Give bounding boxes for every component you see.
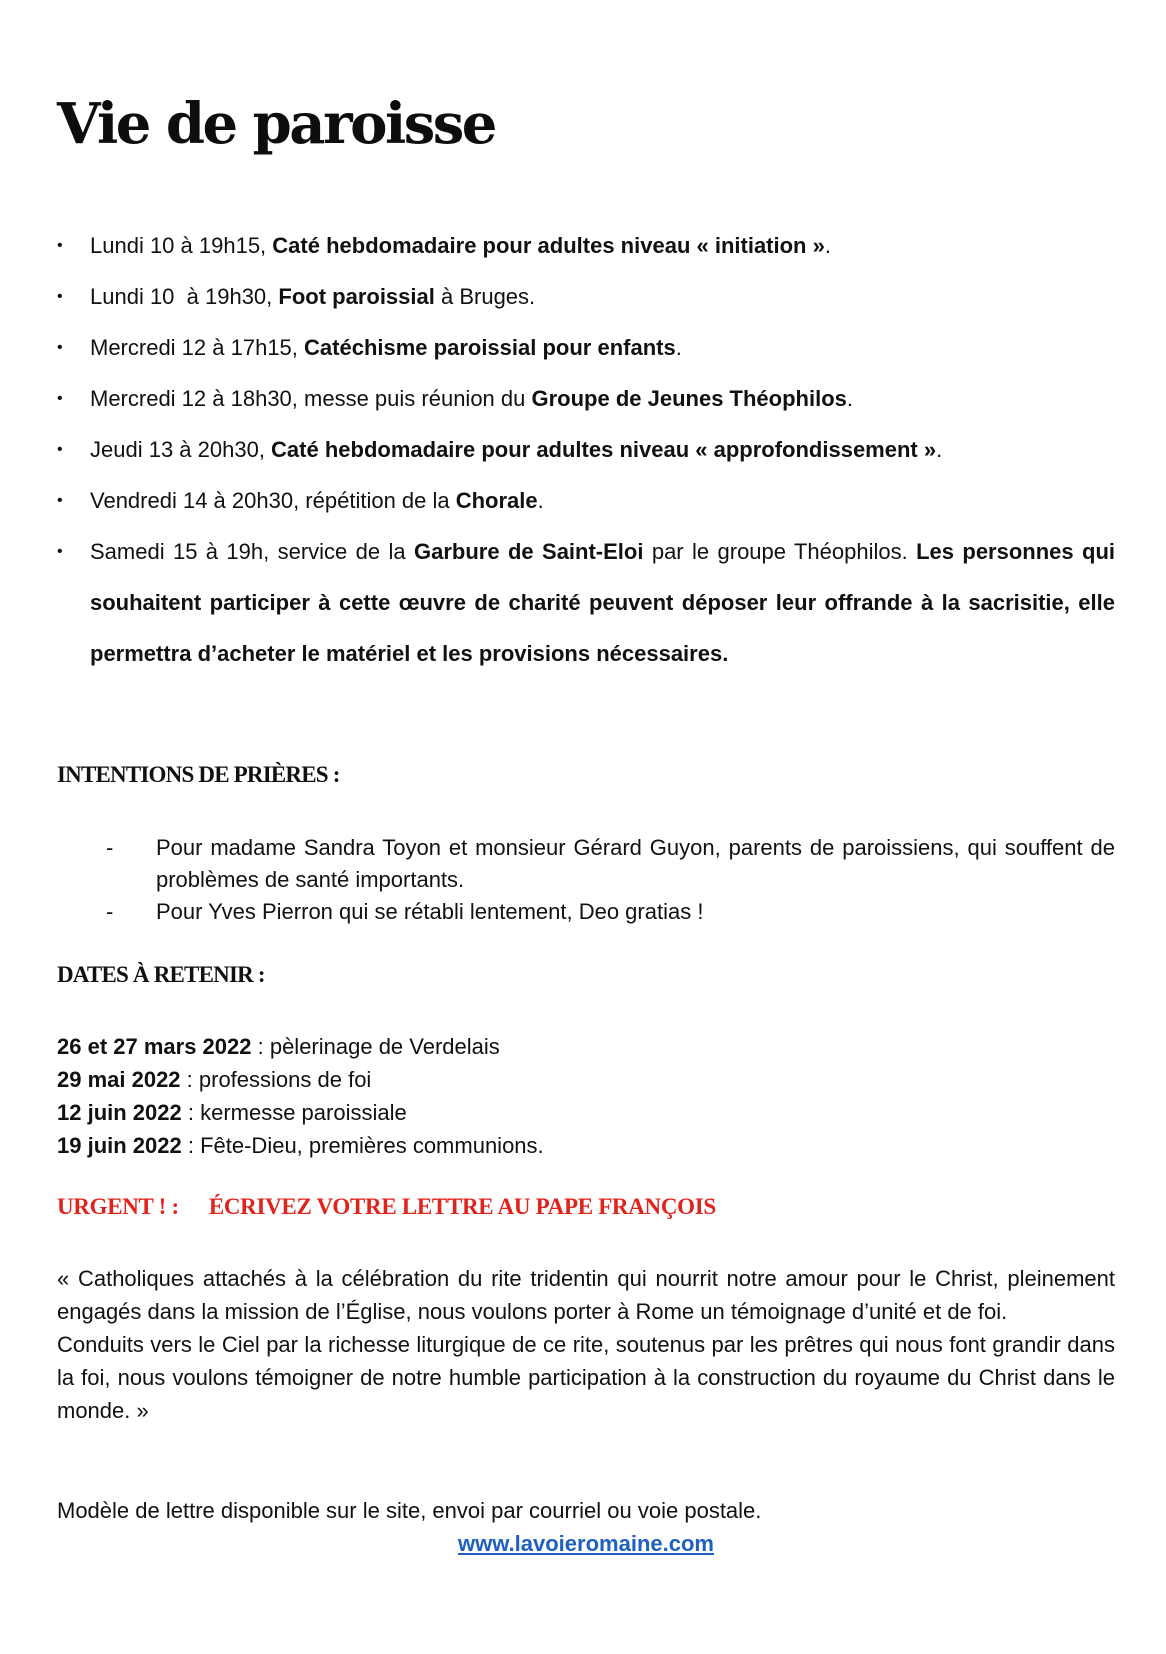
event-suffix: . xyxy=(537,488,544,513)
date-desc: : kermesse paroissiale xyxy=(181,1100,407,1125)
list-item xyxy=(57,526,1115,679)
bullet-icon: • xyxy=(57,288,63,305)
event-highlight: Garbure de Saint-Eloi xyxy=(414,539,644,564)
bullet-icon: • xyxy=(57,543,63,560)
event-text: Lundi 10 à 19h30, xyxy=(90,284,279,309)
list-item xyxy=(57,220,1115,271)
event-highlight: Groupe de Jeunes Théophilos xyxy=(531,386,847,411)
date-label: 12 juin 2022 xyxy=(57,1100,182,1125)
event-suffix: . xyxy=(675,335,682,360)
date-desc: : Fête-Dieu, premières communions. xyxy=(181,1133,544,1158)
event-suffix: . xyxy=(846,386,853,411)
event-highlight: Catéchisme paroissial pour enfants xyxy=(304,335,676,360)
list-item xyxy=(57,1129,1115,1162)
page-title: Vie de paroisse xyxy=(57,91,495,157)
bullet-icon: • xyxy=(57,339,63,356)
intention-text: Pour madame Sandra Toyon et monsieur Gérard Guyon, parents de paroissiens, qui souffent de problèmes de santé importants. xyxy=(156,835,1115,892)
list-item xyxy=(57,475,1115,526)
event-note: Les personnes qui souhaitent participer à cette œuvre de charité peuvent déposer leur offrande à la sacrisitie, elle permettra d’acheter le matériel et les provisions nécessaires. xyxy=(90,539,1115,666)
event-highlight: Caté hebdomadaire pour adultes niveau « approfondissement » xyxy=(271,437,937,462)
list-item xyxy=(57,896,1115,928)
event-text: Mercredi 12 à 18h30, messe puis réunion du xyxy=(90,386,532,411)
bullet-icon: • xyxy=(57,237,63,254)
dates-heading: DATES À RETENIR : xyxy=(57,962,265,987)
list-item xyxy=(57,271,1115,322)
intentions-heading: INTENTIONS DE PRIÈRES : xyxy=(57,762,340,787)
quote-paragraph: « Catholiques attachés à la célébration du rite tridentin qui nourrit notre amour pour le Christ, pleinement engagés dans la mission de l’Église, nous voulons porter à Rome un témoignage d’unité et de foi. xyxy=(57,1266,1115,1324)
dash-icon: - xyxy=(106,899,114,924)
event-text: Samedi 15 à 19h, service de la xyxy=(90,539,415,564)
bullet-icon: • xyxy=(57,441,63,458)
event-text: Lundi 10 à 19h15, xyxy=(90,233,273,258)
events-list xyxy=(57,220,1115,679)
date-label: 19 juin 2022 xyxy=(57,1133,182,1158)
letter-quote xyxy=(57,1262,1115,1427)
list-item xyxy=(57,373,1115,424)
event-text-mid: par le groupe Théophilos. xyxy=(643,539,917,564)
date-desc: : pèlerinage de Verdelais xyxy=(251,1034,500,1059)
event-text: Jeudi 13 à 20h30, xyxy=(90,437,272,462)
intention-text: Pour Yves Pierron qui se rétabli lentement, Deo gratias ! xyxy=(156,899,704,924)
event-highlight: Caté hebdomadaire pour adultes niveau « initiation » xyxy=(272,233,825,258)
list-item xyxy=(57,1063,1115,1096)
event-text: Mercredi 12 à 17h15, xyxy=(90,335,305,360)
list-item xyxy=(57,1096,1115,1129)
date-desc: : professions de foi xyxy=(180,1067,372,1092)
event-suffix: à Bruges. xyxy=(434,284,536,309)
date-label: 29 mai 2022 xyxy=(57,1067,181,1092)
dash-icon: - xyxy=(106,835,114,860)
list-item xyxy=(57,832,1115,896)
list-item xyxy=(57,1030,1115,1063)
urgent-heading xyxy=(57,1194,716,1220)
event-highlight: Foot paroissial xyxy=(278,284,435,309)
list-item xyxy=(57,322,1115,373)
model-letter-note: Modèle de lettre disponible sur le site, envoi par courriel ou voie postale. xyxy=(57,1498,762,1523)
bullet-icon: • xyxy=(57,492,63,509)
quote-paragraph: Conduits vers le Ciel par la richesse liturgique de ce rite, soutenus par les prêtres qui nous font grandir dans la foi, nous voulons témoigner de notre humble participation à la construction du royaume du Christ dans le monde. » xyxy=(57,1332,1115,1423)
event-suffix: . xyxy=(936,437,943,462)
event-suffix: . xyxy=(824,233,831,258)
date-label: 26 et 27 mars 2022 xyxy=(57,1034,252,1059)
intentions-list xyxy=(57,832,1115,928)
website-link[interactable]: www.lavoieromaine.com xyxy=(458,1531,714,1556)
urgent-title: ÉCRIVEZ VOTRE LETTRE AU PAPE FRANÇOIS xyxy=(208,1194,716,1219)
event-highlight: Chorale xyxy=(455,488,538,513)
event-text: Vendredi 14 à 20h30, répétition de la xyxy=(90,488,456,513)
urgent-label: URGENT ! : xyxy=(57,1194,179,1219)
list-item xyxy=(57,424,1115,475)
bullet-icon: • xyxy=(57,390,63,407)
dates-list xyxy=(57,1030,1115,1162)
